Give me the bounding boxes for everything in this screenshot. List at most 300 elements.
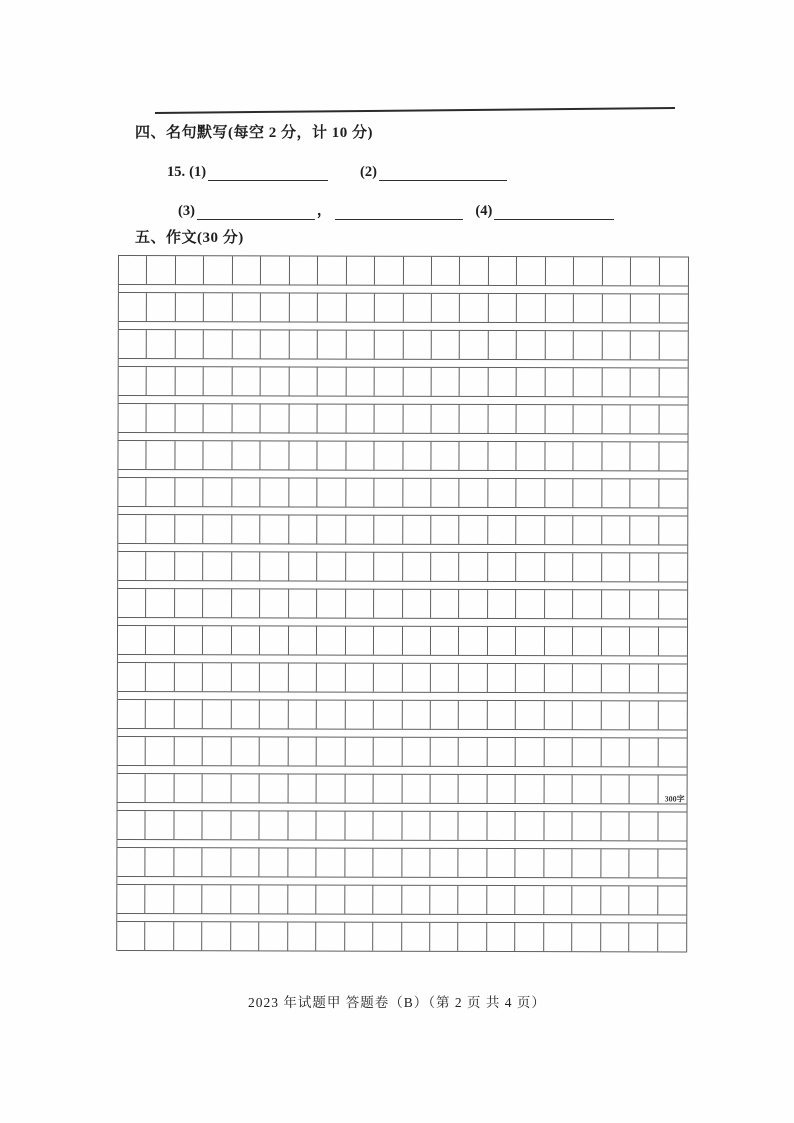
essay-grid-cell [573,701,602,729]
essay-grid-row [119,329,688,360]
essay-grid-cell [403,442,432,470]
essay-grid-cell [204,330,233,358]
essay-grid-cell [658,886,687,914]
essay-grid-cell [147,552,176,580]
essay-grid-cell [375,368,404,396]
essay-grid-cell [544,812,573,840]
essay-grid-cell [346,442,375,470]
essay-grid-cell [374,775,403,803]
essay-grid-cell [203,737,232,765]
essay-grid-cell [574,257,603,285]
essay-grid-cell [289,515,318,543]
essay-grid-row [118,588,687,619]
essay-grid-cell [204,515,233,543]
essay-grid-cell [603,257,632,285]
essay-grid-cell [374,516,403,544]
essay-grid-cell [346,368,375,396]
essay-grid-cell [601,738,630,766]
essay-grid-cell [573,738,602,766]
essay-grid-cell [119,330,148,358]
essay-grid-cell [403,405,432,433]
essay-grid-cell [658,849,687,877]
essay-grid-cell [574,405,603,433]
essay-grid-cell [261,330,290,358]
essay-grid-cell [318,294,347,322]
essay-grid-row [118,773,687,804]
essay-grid-cell [318,405,347,433]
essay-grid-cell [601,849,630,877]
essay-grid-cell [602,368,631,396]
essay-grid-cell [146,774,175,802]
essay-grid-cell [346,627,375,655]
essay-grid-cell [630,627,659,655]
essay-grid-cell [431,775,460,803]
essay-grid-cell [317,664,346,692]
essay-grid-cell [431,516,460,544]
essay-grid-cell [431,738,460,766]
essay-grid-cell [118,589,147,617]
section5-heading: 五、作文(30 分) [135,230,244,246]
essay-grid-cell [403,479,432,507]
essay-grid-cell [231,848,260,876]
essay-grid-row [117,921,686,952]
essay-grid-cell [572,886,601,914]
essay-grid-cell [602,627,631,655]
essay-grid-cell [374,479,403,507]
essay-grid-cell [231,774,260,802]
essay-grid-cell [119,367,148,395]
essay-grid-cell [232,478,261,506]
essay-grid-cell [317,590,346,618]
answer-blank-3b [335,204,463,220]
essay-grid-cell [203,552,232,580]
essay-grid-cell [460,516,489,544]
essay-grid-cell [146,700,175,728]
essay-grid-cell [203,811,232,839]
essay-grid-row [118,514,687,545]
essay-grid-cell [460,479,489,507]
essay-grid-cell [175,626,204,654]
essay-grid-cell [402,886,431,914]
essay-grid-cell [260,848,289,876]
essay-grid-cell [345,923,374,951]
essay-grid-cell [118,737,147,765]
essay-grid-cell [289,589,318,617]
essay-grid-cell [430,812,459,840]
essay-grid-cell [375,331,404,359]
essay-grid-cell [431,664,460,692]
section-divider-rule [155,107,675,114]
essay-grid-cell [233,293,262,321]
answer-blank-2 [379,165,507,181]
essay-grid-cell [232,515,261,543]
essay-grid-cell [602,442,631,470]
essay-grid-cell [659,331,688,359]
essay-grid-cell [373,849,402,877]
essay-grid-cell [204,256,233,284]
essay-grid-cell [489,257,518,285]
essay-grid-cell [659,294,688,322]
essay-grid-cell [630,479,659,507]
essay-grid-cell [488,738,517,766]
essay-grid-cell [573,812,602,840]
section4-heading: 四、名句默写(每空 2 分，计 10 分) [135,125,373,141]
essay-grid-cell [516,627,545,655]
essay-grid-cell [517,516,546,544]
essay-grid-cell [176,256,205,284]
essay-grid-cell [602,479,631,507]
essay-grid-cell [630,516,659,544]
essay-grid-cell [290,293,319,321]
essay-grid-cell [289,367,318,395]
essay-grid-cell [231,737,260,765]
essay-grid-cell [147,404,176,432]
essay-grid-cell [487,923,516,951]
essay-grid-cell [573,516,602,544]
essay-grid-cell [260,700,289,728]
essay-grid [116,255,689,952]
essay-grid-cell [373,923,402,951]
essay-grid-cell [659,627,688,655]
essay-grid-cell [431,442,460,470]
essay-grid-cell [318,257,347,285]
essay-grid-cell [402,849,431,877]
blank-label-4: (4) [475,203,493,219]
essay-grid-cell [317,701,346,729]
essay-grid-cell [602,405,631,433]
essay-grid-cell [430,849,459,877]
essay-grid-cell [375,405,404,433]
essay-grid-cell [203,663,232,691]
essay-grid-cell [516,553,545,581]
essay-grid-cell [488,516,517,544]
essay-grid-cell [602,553,631,581]
essay-grid-cell [432,257,461,285]
essay-grid-cell [118,515,147,543]
essay-grid-cell [374,701,403,729]
essay-grid-cell [459,701,488,729]
essay-grid-cell [175,441,204,469]
essay-grid-row [119,366,688,397]
essay-grid-cell [659,553,688,581]
essay-grid-cell [260,774,289,802]
essay-grid-cell [403,257,432,285]
essay-grid-cell [487,849,516,877]
essay-grid-cell [119,404,148,432]
essay-grid-cell [460,257,489,285]
essay-grid-cell [260,589,289,617]
essay-grid-cell [317,627,346,655]
essay-grid-cell [146,848,175,876]
essay-grid-cell [573,664,602,692]
essay-grid-cell [629,923,658,951]
essay-grid-cell [459,627,488,655]
essay-grid-cell [573,590,602,618]
essay-grid-cell [203,885,232,913]
essay-grid-cell [175,515,204,543]
essay-grid-cell [290,256,319,284]
question-number: 15. [167,164,186,180]
essay-grid-cell [146,922,175,950]
essay-grid-cell [232,700,261,728]
essay-grid-cell [374,664,403,692]
essay-grid-cell [545,553,574,581]
essay-grid-cell [174,885,203,913]
essay-grid-cell [658,738,687,766]
essay-grid-cell [374,553,403,581]
essay-grid-cell [232,367,261,395]
essay-grid-cell [117,811,146,839]
essay-grid-cell [516,738,545,766]
essay-grid-cell [317,553,346,581]
essay-grid-cell [288,848,317,876]
essay-grid-cell [460,294,489,322]
essay-grid-cell [572,923,601,951]
essay-grid-cell [231,811,260,839]
essay-grid-cell [659,590,688,618]
essay-grid-cell [574,294,603,322]
essay-grid-cell [432,331,461,359]
essay-grid-cell [574,479,603,507]
essay-grid-cell [403,331,432,359]
essay-grid-cell [631,442,660,470]
essay-grid-cell [175,589,204,617]
essay-grid-cell [431,553,460,581]
essay-grid-row [119,403,688,434]
essay-grid-cell [489,294,518,322]
essay-grid-cell [289,404,318,432]
essay-grid-cell [288,774,317,802]
page-footer: 2023 年试题甲 答题卷（B）（第 2 页 共 4 页） [248,995,546,1010]
essay-grid-cell [658,923,687,951]
essay-grid-cell [259,922,288,950]
essay-grid-cell [601,701,630,729]
essay-grid-cell [289,552,318,580]
essay-grid-cell [545,516,574,544]
essay-grid-cell [517,331,546,359]
essay-grid-cell [174,848,203,876]
essay-grid-cell [118,552,147,580]
essay-grid-cell [431,405,460,433]
essay-grid-cell [289,330,318,358]
essay-grid-cell [573,553,602,581]
essay-grid-cell [631,331,660,359]
essay-grid-cell [546,294,575,322]
essay-grid-cell [460,442,489,470]
essay-grid-cell [176,367,205,395]
essay-grid-cell [402,627,431,655]
essay-grid-cell [118,774,147,802]
essay-grid-cell [117,885,146,913]
essay-grid-cell [147,367,176,395]
answer-blank-4 [494,204,614,220]
essay-grid-cell [175,478,204,506]
essay-grid-cell [488,479,517,507]
essay-grid-cell [602,294,631,322]
essay-grid-cell [175,737,204,765]
essay-grid-cell [403,516,432,544]
essay-grid-cell [316,886,345,914]
essay-grid-cell [544,849,573,877]
essay-grid-cell [431,627,460,655]
essay-grid-cell [374,738,403,766]
essay-grid-cell [629,886,658,914]
essay-grid-cell [459,886,488,914]
essay-grid-cell [516,590,545,618]
essay-grid-cell [146,811,175,839]
essay-grid-cell [574,331,603,359]
essay-grid-cell [545,664,574,692]
essay-grid-cell [402,923,431,951]
essay-grid-cell [373,886,402,914]
essay-grid-cell [517,479,546,507]
essay-grid-cell [402,701,431,729]
essay-grid-cell [289,663,318,691]
essay-grid-cell [629,849,658,877]
essay-grid-cell [346,553,375,581]
essay-grid-row [119,255,688,286]
essay-grid-cell [317,812,346,840]
essay-grid-cell [545,479,574,507]
essay-grid-cell [260,737,289,765]
essay-grid-cell [318,368,347,396]
essay-grid-cell [260,626,289,654]
essay-grid-cell [147,515,176,543]
essay-grid-cell [345,775,374,803]
essay-grid-row [118,625,687,656]
dictation-line-1 [167,164,507,181]
essay-grid-cell [346,331,375,359]
essay-grid-cell [203,700,232,728]
essay-grid-cell [517,442,546,470]
essay-grid-cell [403,590,432,618]
essay-grid-cell [289,626,318,654]
essay-grid-cell [147,330,176,358]
essay-grid-cell [346,590,375,618]
essay-grid-cell [659,405,688,433]
essay-grid-cell [659,516,688,544]
essay-grid-cell [146,885,175,913]
essay-grid-cell [346,479,375,507]
essay-grid-cell [174,811,203,839]
essay-grid-cell [459,738,488,766]
essay-grid-row [118,440,687,471]
essay-grid-cell [459,812,488,840]
essay-grid-cell [487,812,516,840]
essay-grid-cell [175,700,204,728]
essay-grid-cell [459,775,488,803]
essay-grid-row [118,477,687,508]
essay-grid-cell [573,627,602,655]
essay-grid-cell [544,738,573,766]
essay-grid-cell [118,441,147,469]
essay-grid-cell [402,775,431,803]
essay-grid-cell [573,775,602,803]
essay-grid-cell [232,552,261,580]
essay-grid-cell [658,664,687,692]
essay-grid-cell [630,664,659,692]
essay-grid-cell [260,552,289,580]
essay-grid-cell [430,886,459,914]
essay-grid-cell [432,368,461,396]
essay-grid-cell [545,627,574,655]
essay-grid-cell [176,330,205,358]
essay-grid-cell [631,368,660,396]
essay-grid-cell [544,886,573,914]
essay-grid-cell [488,701,517,729]
essay-grid-cell [574,368,603,396]
essay-grid-cell [146,737,175,765]
essay-grid-cell [658,775,687,803]
essay-grid-cell [658,701,687,729]
essay-grid-cell [601,775,630,803]
essay-grid-cell [544,923,573,951]
essay-grid-cell [460,368,489,396]
essay-grid-cell [545,701,574,729]
essay-grid-cell [204,404,233,432]
essay-grid-cell [261,404,290,432]
essay-grid-cell [489,331,518,359]
essay-grid-cell [317,738,346,766]
essay-grid-cell [430,923,459,951]
essay-grid-cell [631,294,660,322]
essay-grid-cell [175,404,204,432]
essay-grid-cell [487,775,516,803]
essay-grid-cell [375,257,404,285]
essay-grid-cell [232,626,261,654]
essay-grid-cell [147,478,176,506]
separator-comma: ， [316,203,332,219]
essay-grid-cell [374,812,403,840]
essay-grid-cell [233,256,262,284]
essay-grid-cell [345,738,374,766]
essay-grid-cell [232,404,261,432]
essay-grid-cell [630,738,659,766]
essay-grid-cell [374,590,403,618]
blank-label-3: (3) [178,203,195,219]
essay-grid-cell [260,515,289,543]
essay-grid-cell [602,331,631,359]
essay-grid-cell [345,849,374,877]
essay-grid-cell [545,368,574,396]
essay-grid-cell [204,367,233,395]
essay-grid-cell [403,368,432,396]
essay-grid-cell [460,331,489,359]
essay-grid-cell [602,516,631,544]
essay-grid-cell [431,590,460,618]
essay-grid-cell [545,590,574,618]
essay-grid-cell [459,664,488,692]
essay-grid-cell [345,886,374,914]
essay-grid-cell [403,553,432,581]
essay-grid-cell [460,553,489,581]
essay-grid-cell [233,330,262,358]
essay-grid-cell [260,663,289,691]
essay-grid-cell [119,293,148,321]
essay-grid-cell [659,257,688,285]
essay-grid-cell [232,589,261,617]
essay-grid-cell [203,922,232,950]
blank-label-1: (1) [189,164,207,180]
essay-grid-cell [402,664,431,692]
essay-grid-cell [488,405,517,433]
essay-grid-cell [630,701,659,729]
essay-grid-cell [516,812,545,840]
essay-grid-cell [658,812,687,840]
essay-grid-cell [516,849,545,877]
essay-grid-row [118,662,687,693]
answer-blank-3a [197,204,315,220]
